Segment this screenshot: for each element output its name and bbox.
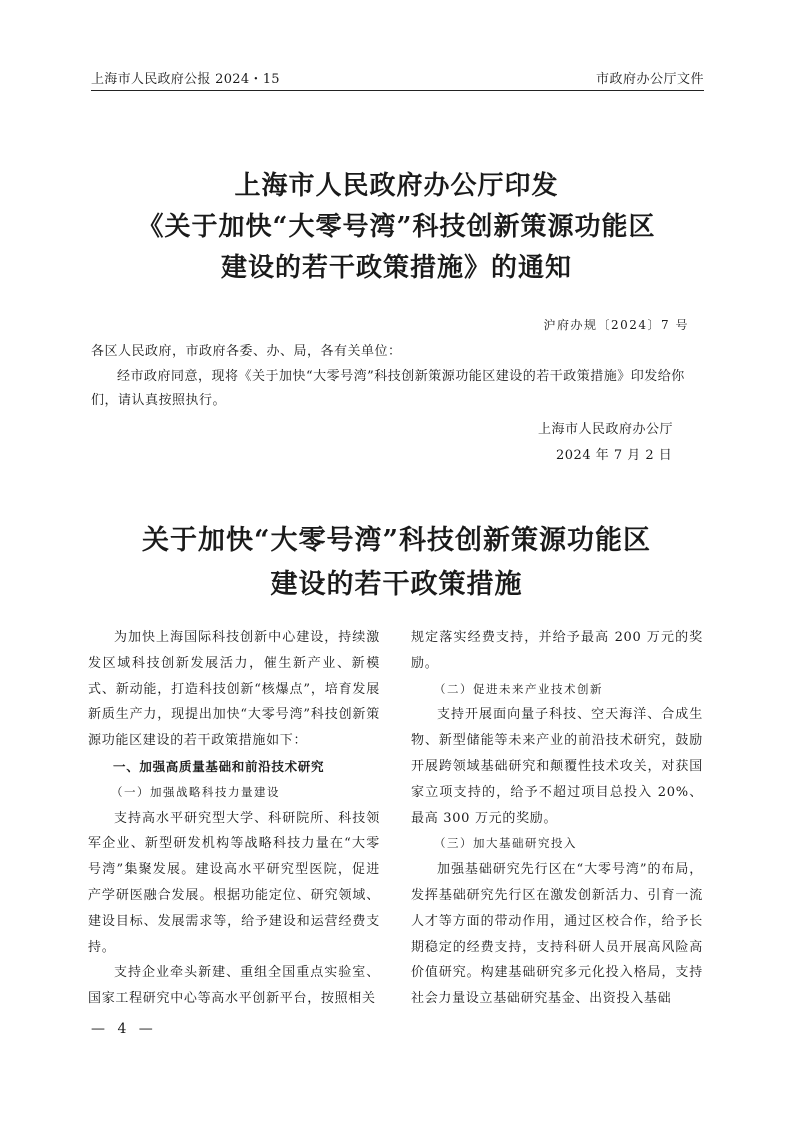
right-column [411, 625, 703, 1012]
notice-title-line: 《关于加快“大零号湾”科技创新策源功能区 [137, 212, 656, 242]
section-heading: 一、加强高质量基础和前沿技术研究 [113, 758, 325, 774]
paragraph: 加强基础研究先行区在“大零号湾”的布局，发挥基础研究先行区在激发创新活力、引育一流人才等方面的带动作用，通过区校合作，给予长期稳定的经费支持，支持科研人员开展高风险高价值研究。构建基础研究多元化投入格局，支持社会力量设立基础研究基金、出资投入基础 [411, 862, 703, 1007]
notice-title-line: 上海市人民政府办公厅印发 [234, 171, 559, 201]
salutation: 各区人民政府，市政府各委、办、局，各有关单位： [91, 344, 402, 359]
notice-body: 经市政府同意，现将《关于加快“大零号湾”科技创新策源功能区建设的若干政策措施》印发给你们，请认真按照执行。 [91, 369, 685, 408]
paragraph-continued: 规定落实经费支持，并给予最高 200 万元的奖励。 [411, 630, 703, 671]
notice-title [60, 166, 733, 289]
policy-title-line: 关于加快“大零号湾”科技创新策源功能区 [141, 525, 652, 556]
subsection-heading: （二）促进未来产业技术创新 [434, 681, 603, 696]
paragraph: 支持开展面向量子科技、空天海洋、合成生物、新型储能等未来产业的前沿技术研究，鼓励开展跨领域基础研究和颠覆性技术攻关，对获国家立项支持的，给予不超过项目总投入 20%、最高 300 万元的奖励。 [411, 707, 703, 826]
page-number: — 4 — [91, 1021, 157, 1037]
gazette-issue: 上海市人民政府公报 2024・15 [91, 72, 280, 87]
document-category: 市政府办公厅文件 [595, 72, 704, 87]
left-column [88, 625, 380, 1012]
issue-date: 2024 年 7 月 2 日 [556, 448, 673, 463]
document-number: 沪府办规〔2024〕7 号 [543, 318, 689, 332]
page-header [91, 64, 704, 91]
subsection-heading: （三）加大基础研究投入 [434, 836, 577, 851]
subsection-heading: （一）加强战略科技力量建设 [111, 784, 280, 799]
policy-title-line: 建设的若干政策措施 [270, 569, 523, 600]
issuer: 上海市人民政府办公厅 [538, 422, 674, 437]
notice-title-line: 建设的若干政策措施》的通知 [220, 253, 572, 283]
policy-title [60, 519, 733, 607]
paragraph: 支持高水平研究型大学、科研院所、科技领军企业、新型研发机构等战略科技力量在“大零号湾”集聚发展。建设高水平研究型医院，促进产学研医融合发展。根据功能定位、研究领域、建设目标、发展需求等，给予建设和运营经费支持。 [88, 810, 380, 955]
paragraph: 支持企业牵头新建、重组全国重点实验室、国家工程研究中心等高水平创新平台，按照相关 [88, 965, 380, 1007]
intro-paragraph: 为加快上海国际科技创新中心建设，持续激发区域科技创新发展活力，催生新产业、新模式、新动能，打造科技创新“核爆点”，培育发展新质生产力，现提出加快“大零号湾”科技创新策源功能区建设的若干政策措施如下： [88, 630, 380, 749]
